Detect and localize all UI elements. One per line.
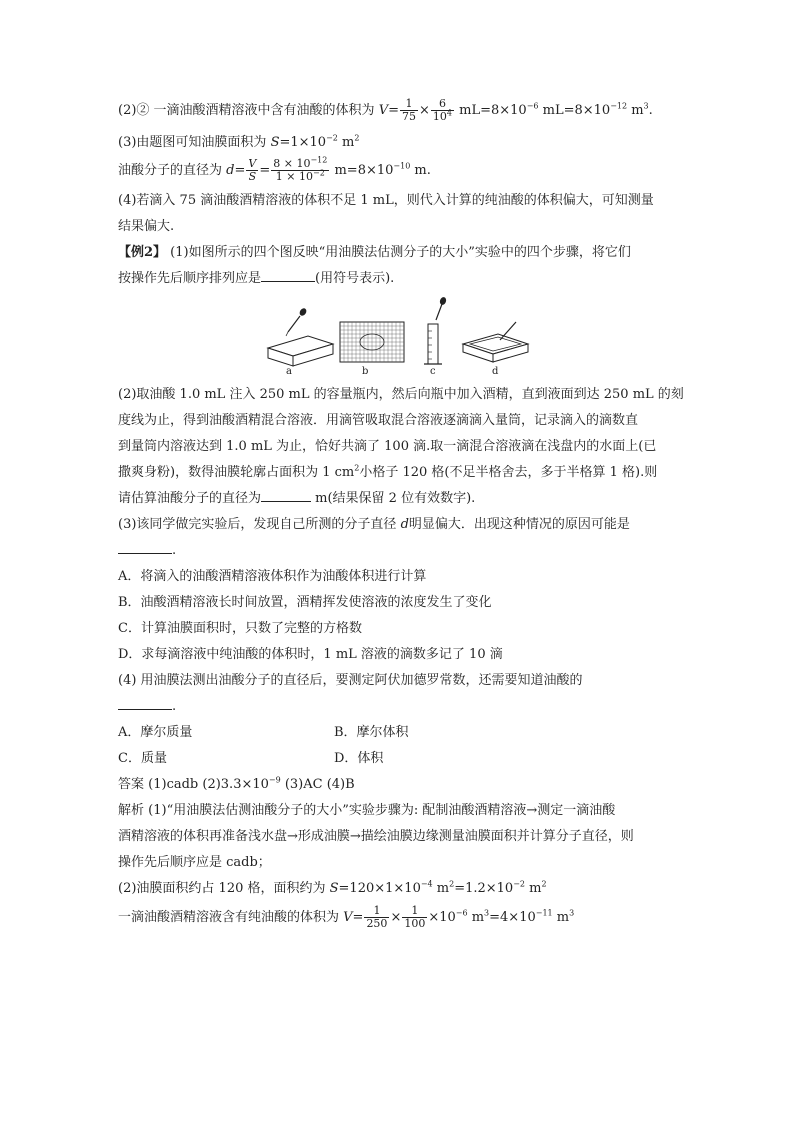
num: 1 [402,905,427,918]
text: m [552,910,570,925]
document-page [118,96,684,934]
analysis-line3: 操作先后顺序应是 cadb； [118,855,271,870]
num: 1 [400,98,418,111]
equals: = [352,910,364,925]
example-2-q1-line1 [118,242,684,264]
q3-option-a[interactable]: A．将滴入的油酸酒精溶液体积作为油酸体积进行计算 [118,569,427,584]
q4-options-row-1 [118,722,684,744]
exp: 3 [484,908,490,918]
den-base: 10 [432,110,447,123]
answer-blank-2[interactable] [261,489,311,502]
equals: = [259,163,271,178]
text: 撒爽身粉)，数得油膜轮廓占面积为 1 cm [118,465,355,480]
answer-blank-1[interactable] [261,269,315,282]
var-S: S [329,881,339,896]
example-2-q3-line1 [118,514,684,536]
text: m=8×10 [330,163,394,178]
fraction-1-250 [364,905,389,930]
figure-label-b: b [362,366,369,377]
var-S: S [270,135,280,150]
exp: 3 [569,908,575,918]
answer-line [118,774,684,796]
answer-blank-3[interactable] [118,541,172,554]
text: (2)油膜面积约占 120 格，面积约为 [118,881,330,896]
example-2-q2-line2: 度线为止，得到油酸酒精混合溶液．用滴管吸取混合溶液逐滴滴入量筒，记录滴入的滴数直 [118,413,639,428]
example-2-q2-line3: 到量筒内溶液达到 1.0 mL 为止，恰好共滴了 100 滴.取一滴混合溶液滴在浅盘内的水面上(已 [118,439,657,454]
num: 1 [364,905,389,918]
step-c-cylinder-dropper-icon [424,296,447,364]
q4-option-d[interactable]: D．体积 [334,751,384,766]
text: m [525,881,542,896]
figure-label-d: d [492,366,499,377]
text: ×10 [428,910,456,925]
den [271,168,329,183]
fraction-values [271,155,329,183]
fraction-V-S [246,158,258,183]
text: m(结果保留 2 位有效数字). [311,491,476,506]
text: m [432,881,450,896]
text: mL=8×10 [454,103,527,118]
text: (3)AC (4)B [280,777,355,792]
solution-3-area [118,132,684,154]
text: =1×10 [279,135,327,150]
fraction-1-75 [400,98,418,123]
example-2-q2-line1: (2)取油酸 1.0 mL 注入 250 mL 的容量瓶内，然后向瓶中加入酒精，直到液面到达 250 mL 的刻 [118,387,684,402]
exp: −12 [610,101,628,111]
exp: 2 [354,463,360,473]
q4-option-b[interactable]: B．摩尔体积 [334,725,409,740]
fraction-6-10e4 [431,98,454,123]
q3-option-c[interactable]: C．计算油膜面积时，只数了完整的方格数 [118,621,362,636]
analysis-label: 解析 [118,803,145,818]
num-base: 8 × 10 [273,157,311,170]
exp: −2 [513,879,526,889]
step-a-tray-dropper-icon [268,307,333,366]
text: =1.2×10 [454,881,514,896]
q3-option-d[interactable]: D．求每滴溶液中纯油酸的体积时，1 mL 溶液的滴数多记了 10 滴 [118,647,503,662]
den [431,108,454,123]
text: (3)该同学做完实验后，发现自己所测的分子直径 [118,517,401,532]
text: m [627,103,644,118]
text: mL=8×10 [538,103,611,118]
equals: = [388,103,399,118]
step-b-grid-icon [340,322,404,362]
var-d: d [226,163,235,178]
text: 小格子 120 格(不足半格舍去，多于半格算 1 格).则 [359,465,658,480]
text: 按操作先后顺序排列应是 [118,271,262,286]
q3-option-b[interactable]: B．油酸酒精溶液长时间放置，酒精挥发使溶液的浓度发生了变化 [118,595,492,610]
var-d: d [400,517,409,532]
q4-option-c[interactable]: C．质量 [118,751,167,766]
analysis-line5 [118,902,684,934]
den-exp: −2 [313,168,325,178]
analysis-line2: 酒精溶液的体积再准备浅水盘→形成油膜→描绘油膜边缘测量油膜面积并计算分子直径，则 [118,829,634,844]
analysis-line1 [118,800,684,822]
text: . [648,103,653,118]
experiment-figure [118,296,684,382]
times: × [390,910,402,925]
unit: m [337,135,355,150]
q4-options-row-2 [118,748,684,770]
text: m. [410,163,431,178]
text: (1)如图所示的四个图反映“用油膜法估测分子的大小”实验中的四个步骤，将它们 [166,245,631,260]
answer-label: 答案 [118,777,145,792]
text: (2)② 一滴油酸酒精溶液中含有油酸的体积为 [118,103,379,118]
step-d-tray-pen-icon [463,322,528,362]
q4-option-a[interactable]: A．摩尔质量 [118,725,193,740]
solution-4-line1: (4)若滴入 75 滴油酸酒精溶液的体积不足 1 mL，则代入计算的纯油酸的体积偏大，可知测量 [118,193,654,208]
analysis-line4 [118,878,684,900]
text: (1)cadb (2)3.3×10 [144,777,269,792]
text: (1)“用油膜法估测油酸分子的大小”实验步骤为: 配制油酸酒精溶液→测定一滴油酸 [144,803,616,818]
exp: 2 [541,879,547,889]
figure-label-a: a [286,366,292,377]
answer-blank-4[interactable] [118,697,172,710]
text: (3)由题图可知油膜面积为 [118,135,271,150]
den-exp: 4 [446,108,452,118]
fraction-1-100 [402,905,427,930]
exp: −2 [326,133,338,143]
text: . [172,543,177,558]
example-2-q2-line5 [118,488,684,510]
text: =4×10 [489,910,536,925]
den: 75 [401,110,416,123]
solution-4-line2: 结果偏大. [118,219,175,234]
num: V [248,157,257,170]
exp: −9 [268,775,281,785]
text: 请估算油酸分子的直径为 [118,491,262,506]
example-2-q4-line2 [118,696,684,718]
num: 6 [431,98,454,111]
times: × [418,103,430,118]
den: 100 [404,917,426,930]
exp: −6 [455,908,468,918]
exp: 2 [449,879,455,889]
num-exp: −12 [310,155,328,165]
solution-3-diameter [118,156,684,186]
den: 250 [366,917,388,930]
solution-2-2 [118,96,684,126]
exp: −6 [526,101,539,111]
figure-label-c: c [430,366,436,377]
text: (用符号表示). [315,271,395,286]
example-2-q3-line2 [118,540,684,562]
text: . [172,699,177,714]
example-tag: 【例2】 [118,245,167,260]
text: m [467,910,485,925]
exp: −10 [393,161,411,171]
var-V: V [343,910,353,925]
exp: 3 [643,101,649,111]
equals: = [234,163,246,178]
example-2-q2-line4 [118,462,684,484]
text: 油酸分子的直径为 [118,163,227,178]
experiment-steps-illustration [118,296,684,382]
exp: −11 [535,908,553,918]
example-2-q4-line1: (4) 用油膜法测出油酸分子的直径后，要测定阿伏加德罗常数，还需要知道油酸的 [118,673,583,688]
example-2-q1-line2 [118,268,684,290]
text: 一滴油酸酒精溶液含有纯油酸的体积为 [118,910,344,925]
den: S [248,170,257,183]
den-base: 1 × 10 [275,170,313,183]
var-V: V [378,103,389,118]
exp: −4 [420,879,433,889]
exp: 2 [354,133,360,143]
text: 明显偏大．出现这种情况的原因可能是 [408,517,630,532]
text: =120×1×10 [338,881,421,896]
